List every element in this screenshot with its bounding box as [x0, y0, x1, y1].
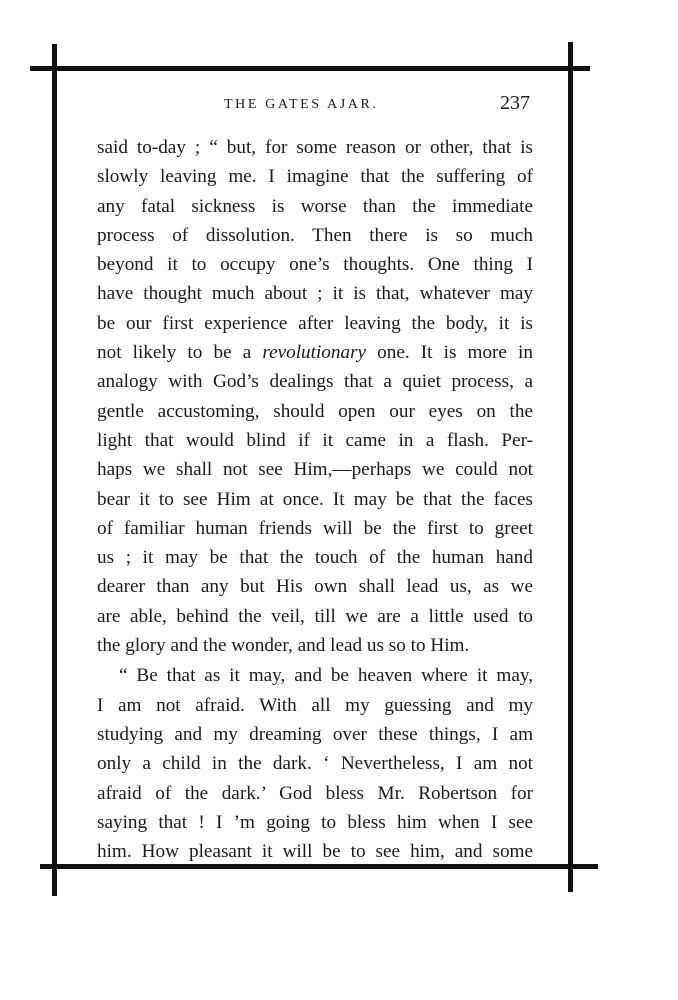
- text-line: light that would blind if it came in a flash. Per-: [97, 429, 533, 451]
- text-line: gentle accustoming, should open our eyes on the: [97, 400, 533, 422]
- text-line: only a child in the dark. ‘ Nevertheless, I am not: [97, 753, 533, 775]
- text-line: beyond it to occupy one’s thoughts. One thing I: [97, 254, 533, 276]
- text-line: bear it to see Him at once. It may be that the faces: [97, 488, 533, 510]
- text-line: studying and my dreaming over these things, I am: [97, 723, 533, 745]
- text-line: have thought much about ; it is that, whatever may: [97, 283, 533, 305]
- text-line: dearer than any but His own shall lead us, as we: [97, 576, 533, 598]
- text-line: of familiar human friends will be the first to greet: [97, 517, 533, 539]
- text-line: process of dissolution. Then there is so much: [97, 224, 533, 246]
- text-line: I am not afraid. With all my guessing and my: [97, 694, 533, 716]
- text-line: are able, behind the veil, till we are a little used to: [97, 605, 533, 627]
- body-text: [97, 133, 533, 866]
- page-header: [96, 92, 536, 122]
- text-line: saying that ! I ’m going to bless him when I see: [97, 811, 533, 833]
- text-line: haps we shall not see Him,—perhaps we could not: [97, 459, 533, 481]
- paragraph: [97, 133, 533, 660]
- page-number: 237: [500, 92, 530, 114]
- text-line: any fatal sickness is worse than the immediate: [97, 195, 533, 217]
- text-line: not likely to be a revolutionary one. It is more in: [97, 342, 533, 364]
- left-vertical-rule: [52, 44, 57, 896]
- text-line: us ; it may be that the touch of the human hand: [97, 547, 533, 569]
- text-line: be our first experience after leaving the body, it is: [97, 312, 533, 334]
- text-line: said to-day ; “ but, for some reason or other, that is: [97, 137, 533, 158]
- text-line: “ Be that as it may, and be heaven where it may,: [119, 665, 533, 687]
- italic-word: revolutionary: [262, 342, 367, 364]
- text-line: him. How pleasant it will be to see him, and some: [97, 841, 533, 863]
- text-line: analogy with God’s dealings that a quiet process, a: [97, 371, 533, 393]
- text-line: afraid of the dark.’ God bless Mr. Robertson for: [97, 782, 533, 804]
- paragraph: [97, 661, 533, 866]
- right-vertical-rule: [568, 42, 573, 892]
- top-horizontal-rule: [30, 66, 590, 71]
- running-head: THE GATES AJAR.: [224, 97, 379, 112]
- text-line: the glory and the wonder, and lead us so to Him.: [97, 635, 470, 657]
- text-line: slowly leaving me. I imagine that the suffering of: [97, 166, 533, 188]
